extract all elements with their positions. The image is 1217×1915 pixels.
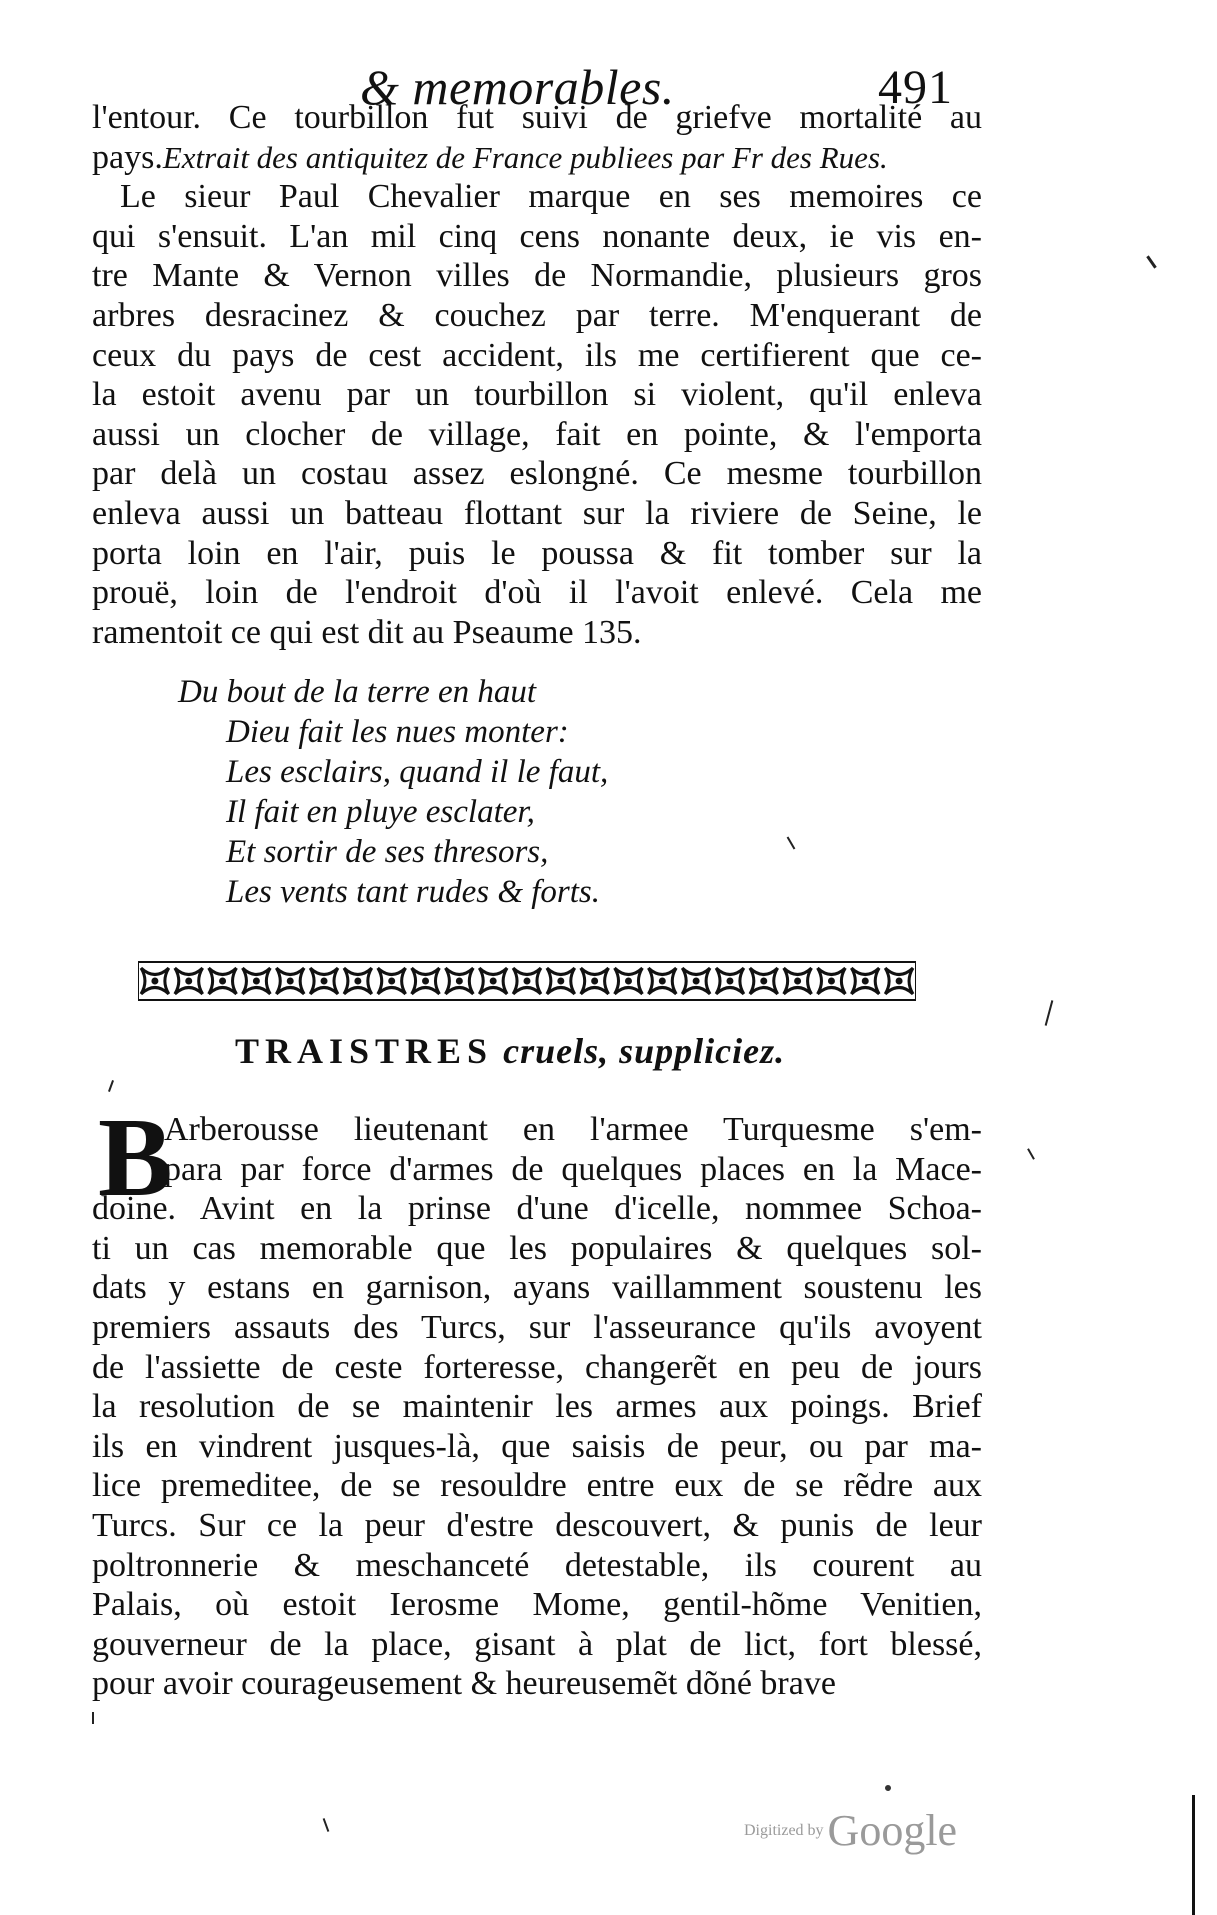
text-line: la resolution de se maintenir les armes aux poings. Brief: [92, 1388, 982, 1426]
ornament-knot: [378, 968, 406, 994]
text-line: l'entour. Ce tourbillon fut suivi de griefve mortalité au: [92, 99, 982, 136]
text-line: Palais, où estoit Ierosme Mome, gentil-hõme Venitien,: [92, 1586, 982, 1624]
scan-mark: [787, 836, 796, 849]
verse-line: Les vents tant rudes & forts.: [226, 874, 601, 910]
text-line: lice premeditee, de se resouldre entre eux de se rẽdre aux: [92, 1467, 982, 1505]
text-line: ramentoit ce qui est dit au Pseaume 135.: [92, 613, 642, 651]
text-line: gouverneur de la place, gisant à plat de lict, fort blessé,: [92, 1625, 982, 1663]
ornament-knot: [547, 968, 575, 994]
scan-mark: [108, 1080, 114, 1092]
ornament-knot: [175, 968, 203, 994]
watermark-logo: Google: [827, 1806, 958, 1855]
text-line: ti un cas memorable que les populaires & quelques sol-: [92, 1229, 982, 1267]
text-line: [92, 138, 982, 178]
ornament-knot: [750, 968, 778, 994]
body-text-top: [92, 98, 982, 652]
scan-mark: [1045, 1000, 1054, 1026]
ornament-knot: [716, 968, 744, 994]
ornament-knot: [615, 968, 643, 994]
watermark-small: Digitized by: [744, 1821, 824, 1839]
text-line: Turcs. Sur ce la peur d'estre descouvert, & punis de leur: [92, 1506, 982, 1544]
ornament-knot: [818, 968, 846, 994]
text-line: doine. Avint en la prinse d'une d'icelle, nommee Schoa-: [92, 1190, 982, 1228]
text-line: Arberousse lieutenant en l'armee Turquesme s'em-: [164, 1111, 982, 1148]
ornament-knot: [310, 968, 338, 994]
text-line: enleva aussi un batteau flottant sur la riviere de Seine, le: [92, 494, 982, 532]
verse-line: Dieu fait les nues monter:: [226, 714, 569, 750]
text-line: porta loin en l'air, puis le poussa & fit tomber sur la: [92, 534, 982, 572]
text-line: poltronnerie & meschanceté detestable, ils courent au: [92, 1546, 982, 1584]
text-line: ils en vindrent jusques-là, que saisis de peur, ou par ma-: [92, 1427, 982, 1465]
text-line: de l'assiette de ceste forteresse, changerẽt en peu de jours: [92, 1348, 982, 1386]
text-line: qui s'ensuit. L'an mil cinq cens nonante deux, ie vis en-: [92, 217, 982, 255]
ornament-knot: [344, 968, 372, 994]
text-line: aussi un clocher de village, fait en pointe, & l'emporta: [92, 415, 982, 453]
text-line: tre Mante & Vernon villes de Normandie, plusieurs gros: [92, 257, 982, 295]
body-text-bottom: [92, 1096, 982, 1704]
running-title: & memorables.: [360, 59, 675, 115]
scan-edge: [1192, 1795, 1195, 1915]
scan-mark: [1027, 1148, 1035, 1159]
text-line: par delà un costau assez eslongné. Ce mesme tourbillon: [92, 455, 982, 493]
text-line: la estoit avenu par un tourbillon si violent, qu'il enleva: [92, 376, 982, 414]
text-line: pour avoir courageusement & heureusemẽt dõné brave: [92, 1665, 836, 1703]
ornament-knot: [682, 968, 710, 994]
scan-mark: [1146, 255, 1156, 268]
ornament-knot: [242, 968, 270, 994]
verse-line: Du bout de la terre en haut: [178, 674, 537, 710]
verse-line: Et sortir de ses thresors,: [226, 834, 549, 870]
ornament-knot: [412, 968, 440, 994]
text-line: para par force d'armes de quelques places en la Mace-: [164, 1150, 982, 1188]
text-line: dats y estans en garnison, ayans vaillamment soustenu les: [92, 1269, 982, 1307]
scan-dot: [885, 1785, 891, 1791]
text-line: ceux du pays de cest accident, ils me certifierent que ce-: [92, 336, 982, 374]
ornament-knot: [851, 968, 879, 994]
ornament-band: [138, 958, 916, 1004]
psalm-verse: [178, 672, 608, 912]
text-line: prouë, loin de l'endroit d'où il l'avoit enlevé. Cela me: [92, 574, 982, 612]
text-span: pays.: [92, 138, 163, 176]
drop-cap: B: [98, 1096, 173, 1220]
ornament-knot: [885, 968, 913, 994]
text-line: Le sieur Paul Chevalier marque en ses memoires ce: [120, 178, 982, 216]
text-line: arbres desracinez & couchez par terre. M'enquerant de: [92, 296, 982, 334]
ornament-knot: [648, 968, 676, 994]
scan-mark: [92, 1712, 94, 1724]
ornament-knot: [479, 968, 507, 994]
ornament-knot: [276, 968, 304, 994]
verse-line: Il fait en pluye esclater,: [226, 794, 535, 830]
scan-mark: [323, 1818, 330, 1832]
page-number: 491: [878, 61, 953, 114]
section-title-italic: cruels, suppliciez.: [503, 1031, 786, 1071]
citation: Extrait des antiquitez de France publiees par Fr des Rues.: [162, 139, 888, 175]
google-watermark: [744, 1805, 957, 1856]
verse-line: Les esclairs, quand il le faut,: [226, 754, 609, 790]
ornament-knot: [513, 968, 541, 994]
ornament-knot: [209, 968, 237, 994]
ornament-knot: [784, 968, 812, 994]
ornament-knot: [581, 968, 609, 994]
section-title-caps: TRAISTRES: [235, 1031, 494, 1071]
text-line: premiers assauts des Turcs, sur l'asseurance qu'ils avoyent: [92, 1308, 982, 1346]
ornament-knot: [141, 968, 169, 994]
ornament-knot: [445, 968, 473, 994]
section-title: [235, 1030, 785, 1072]
